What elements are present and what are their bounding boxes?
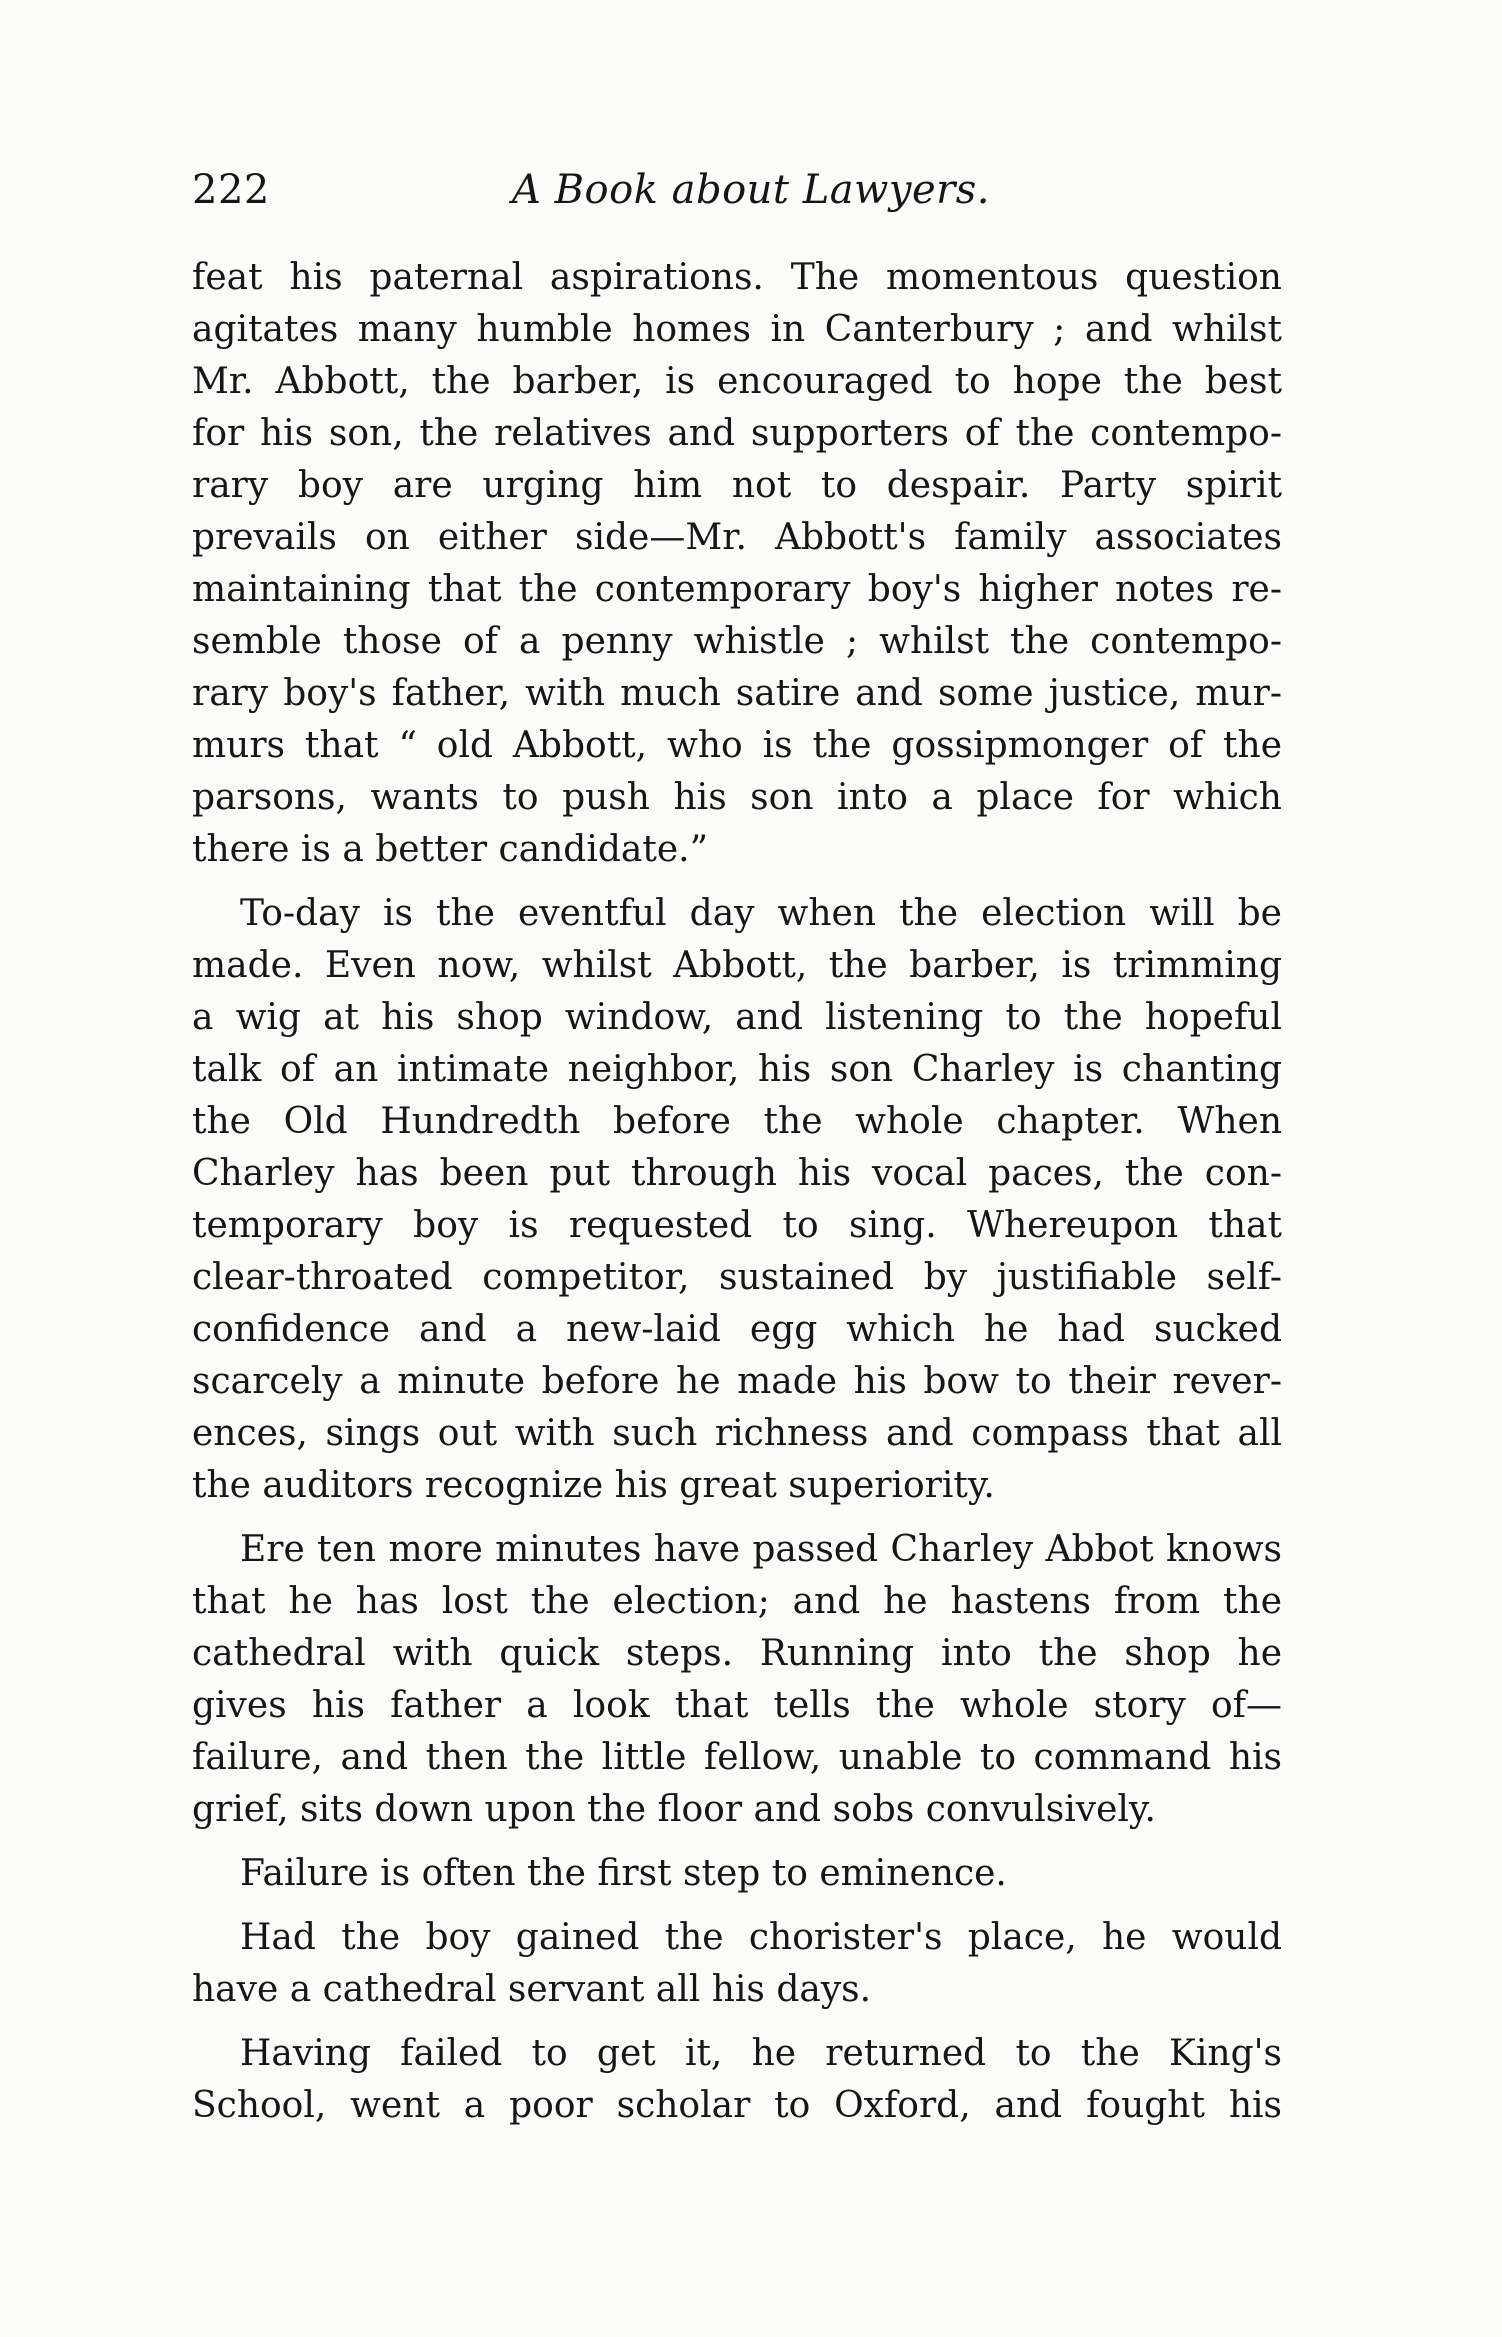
text-line: parsons, wants to push his son into a place for which [192,777,1282,818]
text-line: there is a better candidate.” [192,829,708,870]
text-line: scarcely a minute before he made his bow to their rever- [192,1361,1282,1402]
running-title: A Book about Lawyers. [512,167,990,213]
paragraph [192,1524,1282,1836]
text-line: Had the boy gained the chorister's place, he would [240,1917,1282,1958]
text-line: that he has lost the election; and he hastens from the [192,1581,1282,1622]
paragraph [192,888,1282,1512]
text-line: gives his father a look that tells the whole story of— [192,1685,1282,1726]
paragraph [192,2028,1282,2132]
text-line: prevails on either side—Mr. Abbott's family associates [192,517,1282,558]
text-line: agitates many humble homes in Canterbury ; and whilst [192,309,1282,350]
text-line: Charley has been put through his vocal paces, the con- [192,1153,1282,1194]
text-line: talk of an intimate neighbor, his son Charley is chanting [192,1049,1282,1090]
page-header [192,160,1302,230]
text-line: a wig at his shop window, and listening to the hopeful [192,997,1282,1038]
text-line: made. Even now, whilst Abbott, the barber, is trimming [192,945,1282,986]
text-line: temporary boy is requested to sing. Whereupon that [192,1205,1282,1246]
text-line: School, went a poor scholar to Oxford, and fought his [192,2085,1282,2126]
text-line: the auditors recognize his great superiority. [192,1465,995,1506]
text-line: feat his paternal aspirations. The momentous question [192,257,1282,298]
text-line: clear-throated competitor, sustained by justifiable self- [192,1257,1282,1298]
text-line: cathedral with quick steps. Running into the shop he [192,1633,1282,1674]
paragraph [192,252,1282,876]
text-line: the Old Hundredth before the whole chapter. When [192,1101,1282,1142]
text-line: grief, sits down upon the floor and sobs convulsively. [192,1789,1156,1830]
paragraph [192,1912,1282,2016]
text-line: semble those of a penny whistle ; whilst the contempo- [192,621,1282,662]
text-line: To-day is the eventful day when the election will be [240,893,1282,934]
text-line: Mr. Abbott, the barber, is encouraged to hope the best [192,361,1282,402]
text-line: Failure is often the first step to eminence. [240,1853,1007,1894]
text-line: Ere ten more minutes have passed Charley Abbot knows [240,1529,1282,1570]
text-line: failure, and then the little fellow, unable to command his [192,1737,1282,1778]
text-line: rary boy are urging him not to despair. Party spirit [192,465,1282,506]
text-line: Having failed to get it, he returned to the King's [240,2033,1282,2074]
text-line: for his son, the relatives and supporters of the contempo- [192,413,1282,454]
text-line: maintaining that the contemporary boy's higher notes re- [192,569,1282,610]
page-number: 222 [192,167,270,213]
text-line: confidence and a new-laid egg which he had sucked [192,1309,1282,1350]
text-line: ences, sings out with such richness and compass that all [192,1413,1282,1454]
text-line: rary boy's father, with much satire and some justice, mur- [192,673,1282,714]
text-line: murs that “ old Abbott, who is the gossipmonger of the [192,725,1282,766]
text-line: have a cathedral servant all his days. [192,1969,872,2010]
paragraph [192,1848,1282,1900]
body-text [192,252,1282,2132]
